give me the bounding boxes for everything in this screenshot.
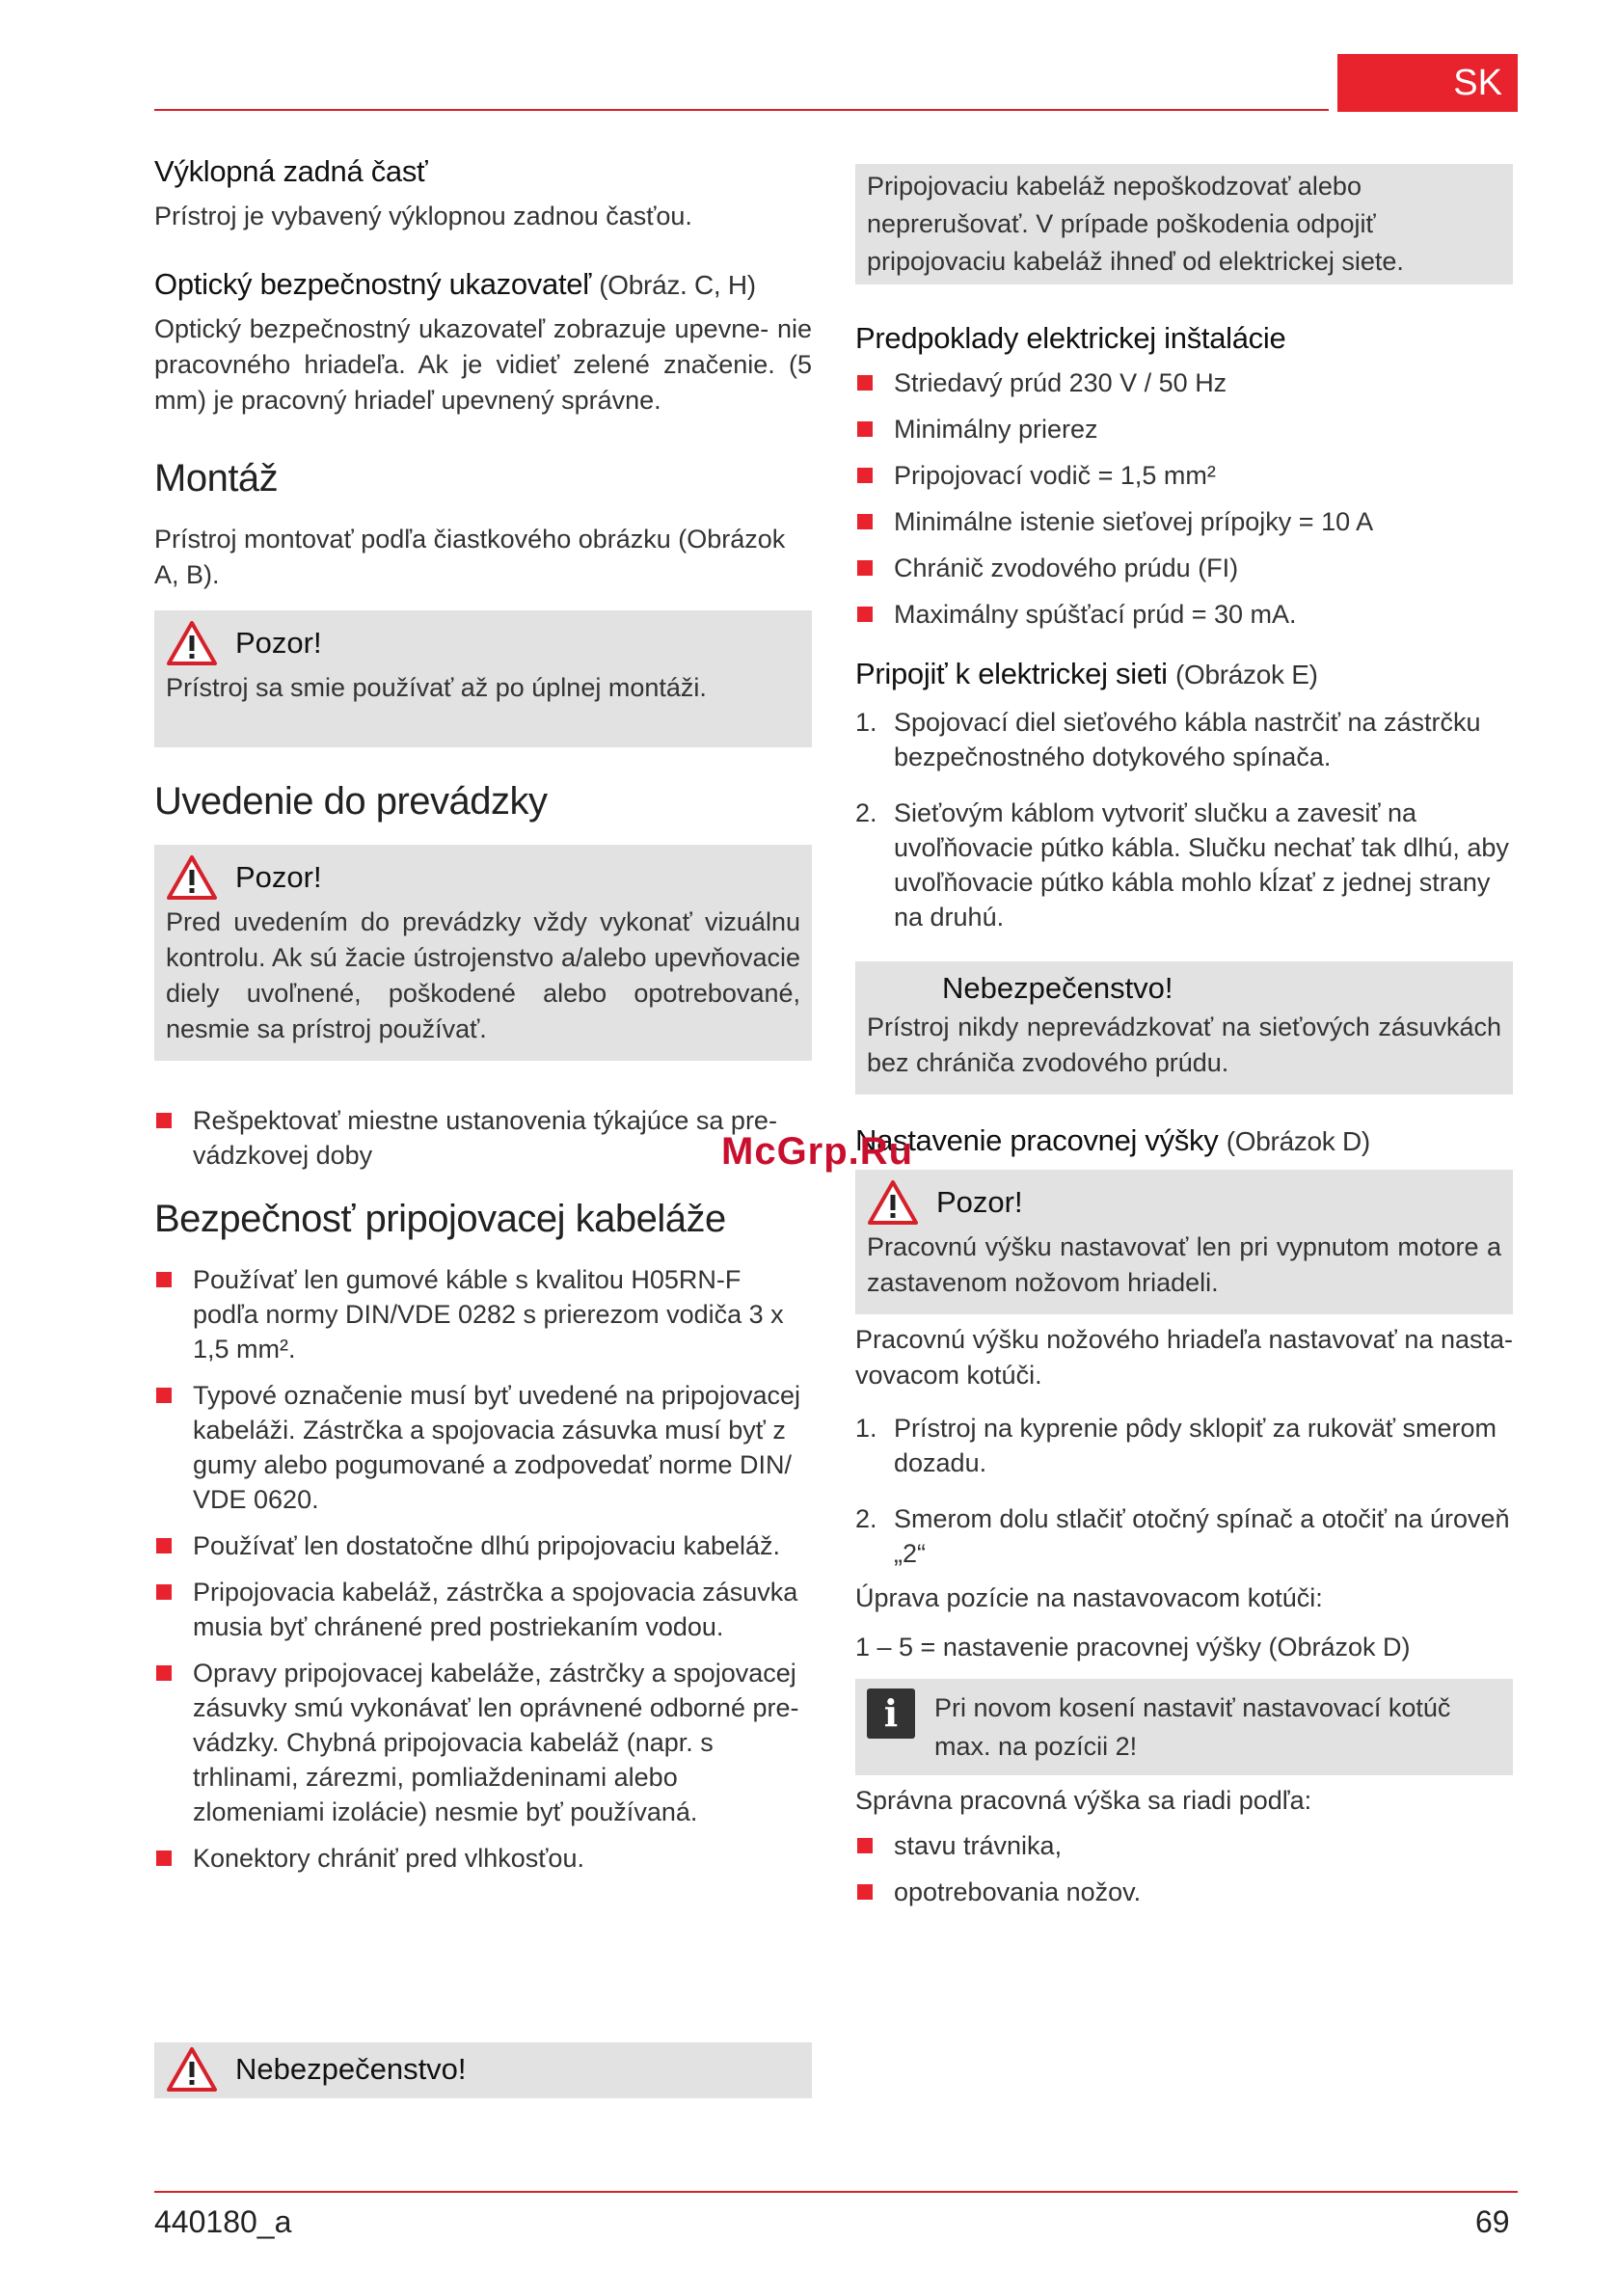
section-vyklopna — [154, 154, 812, 234]
danger-box — [154, 2042, 812, 2098]
bullet-list — [855, 365, 1513, 632]
section-title: Predpoklady elektrickej inštalácie — [855, 321, 1286, 355]
list-item: Pripojovacia kabeláž, zástrčka a spojovacia zásuvka musia byť chránené pred postriekaním vodou. — [154, 1575, 812, 1644]
warning-title: Pozor! — [936, 1185, 1023, 1219]
section-nastavenie — [855, 1123, 1513, 1909]
list-item: Chránič zvodového prúdu (FI) — [855, 551, 1513, 585]
section-text: Optický bezpečnostný ukazovateľ zobrazuje upevne- nie pracovného hriadeľa. Ak je vidieť zelené značenie. (5 mm) je pracovný hriadeľ upevnený správne. — [154, 314, 812, 415]
step-list — [855, 705, 1513, 934]
warning-title: Pozor! — [235, 626, 322, 660]
step-item: 2. Sieťovým káblom vytvoriť slučku a zavesiť na uvoľňovacie pútko kábla. Slučku nechať tak dlhú, aby uvoľňovacie pútko kábla mohlo kĺzať z jednej strany na druhú. — [855, 798, 1509, 932]
footer-rule — [154, 2191, 1518, 2193]
danger-title: Nebezpečenstvo! — [235, 2052, 467, 2086]
range-text: 1 – 5 = nastavenie pracovnej výšky (Obrázok D) — [855, 1633, 1411, 1661]
list-item: Konektory chrániť pred vlhkosťou. — [154, 1841, 812, 1876]
bullet-list — [855, 1828, 1513, 1909]
section-uvedenie — [154, 780, 812, 1173]
list-item: Rešpektovať miestne ustanovenia týkajúce sa pre- vádzkovej doby — [154, 1103, 812, 1173]
info-icon: i — [867, 1688, 915, 1739]
section-pripojit — [855, 657, 1513, 934]
section-title: Nastavenie pracovnej výšky (Obrázok D) — [855, 1123, 1370, 1157]
step-item: 2. Smerom dolu stlačiť otočný spínač a otočiť na úroveň „2“ — [855, 1504, 1510, 1568]
section-text: Prístroj je vybavený výklopnou zadnou časťou. — [154, 202, 692, 230]
warning-box — [855, 1170, 1513, 1314]
language-tab: SK — [1337, 54, 1518, 112]
section-text: Pracovnú výšku nožového hriadeľa nastavovať na nasta- vovacom kotúči. — [855, 1325, 1513, 1390]
warning-title: Pozor! — [235, 860, 322, 894]
warning-box — [154, 610, 812, 747]
correct-height-text: Správna pracovná výška sa riadi podľa: — [855, 1786, 1312, 1815]
list-item: Používať len dostatočne dlhú pripojovaciu kabeláž. — [154, 1528, 812, 1563]
warning-text: Pred uvedením do prevádzky vždy vykonať vizuálnu kontrolu. Ak sú žacie ústrojenstvo a/alebo upevňovacie diely uvoľnené, poškodené alebo opotrebované, nesmie sa prístroj používať. — [166, 907, 800, 1043]
bullet-list — [154, 1262, 812, 1876]
section-heading: Uvedenie do prevádzky — [154, 780, 548, 823]
section-heading: Montáž — [154, 457, 279, 500]
info-box — [855, 1679, 1513, 1775]
document-code: 440180_a — [154, 2204, 292, 2239]
danger-box — [855, 961, 1513, 1094]
section-opticky — [154, 267, 812, 419]
list-item: Opravy pripojovacej kabeláže, zástrčky a spojovacej zásuvky smú vykonávať len oprávnené odborné pre- vádzky. Chybná pripojovacia kabeláž (napr. s trhlinami, zárezmi, pomliaždeninami alebo zlomeniami izolácie) nesmie byť používaná. — [154, 1656, 812, 1829]
header-rule — [154, 109, 1329, 111]
section-montaz — [154, 457, 812, 747]
list-item: Používať len gumové káble s kvalitou H05RN-F podľa normy DIN/VDE 0282 s prierezom vodiča 3 x 1,5 mm². — [154, 1262, 812, 1366]
left-column — [154, 154, 812, 1887]
warning-icon — [166, 620, 218, 666]
page-number: 69 — [1475, 2204, 1510, 2239]
list-item: opotrebovania nožov. — [855, 1875, 1513, 1909]
adjust-text: Úprava pozície na nastavovacom kotúči: — [855, 1583, 1323, 1612]
warning-icon — [166, 2046, 218, 2093]
step-item: 1. Prístroj na kyprenie pôdy sklopiť za rukoväť smerom dozadu. — [855, 1414, 1497, 1477]
section-title: Pripojiť k elektrickej sieti (Obrázok E) — [855, 657, 1318, 690]
section-heading: Bezpečnosť pripojovacej kabeláže — [154, 1198, 726, 1240]
list-item: Typové označenie musí byť uvedené na pripojovacej kabeláži. Zástrčka a spojovacia zásuvka musí byť z gumy alebo pogumované a zodpovedať norme DIN/ VDE 0620. — [154, 1378, 812, 1517]
warning-text: Prístroj sa smie používať až po úplnej montáži. — [166, 673, 707, 702]
list-item: Minimálny prierez — [855, 412, 1513, 446]
list-item: Striedavý prúd 230 V / 50 Hz — [855, 365, 1513, 400]
info-text: Pri novom kosení nastaviť nastavovací kotúč max. na pozícii 2! — [934, 1693, 1451, 1761]
bullet-list — [154, 1103, 812, 1173]
warning-icon — [166, 854, 218, 901]
danger-text: Prístroj nikdy neprevádzkovať na sieťových zásuvkách bez chrániča zvodového prúdu. — [867, 1013, 1501, 1077]
danger-title: Nebezpečenstvo! — [942, 971, 1173, 1005]
section-title: Výklopná zadná časť — [154, 154, 428, 188]
section-bezpecnost — [154, 1198, 812, 1876]
section-title: Optický bezpečnostný ukazovateľ (Obráz. C, H) — [154, 267, 756, 301]
step-list — [855, 1411, 1513, 1571]
section-text: Prístroj montovať podľa čiastkového obrázku (Obrázok A, B). — [154, 525, 786, 589]
list-item: Pripojovací vodič = 1,5 mm² — [855, 458, 1513, 493]
list-item: stavu trávnika, — [855, 1828, 1513, 1863]
warning-text: Pracovnú výšku nastavovať len pri vypnutom motore a zastavenom nožovom hriadeli. — [867, 1232, 1501, 1297]
warning-icon — [867, 1179, 919, 1226]
step-item: 1. Spojovací diel sieťového kábla nastrčiť na zástrčku bezpečnostného dotykového spínača. — [855, 708, 1481, 771]
watermark-logo: McGrp.Ru — [721, 1130, 914, 1173]
note-text: Pripojovaciu kabeláž nepoškodzovať alebo neprerušovať. V prípade poškodenia odpojiť pripojovaciu kabeláž ihneď od elektrickej siete. — [867, 172, 1404, 276]
right-column — [855, 164, 1513, 1921]
warning-box — [154, 845, 812, 1061]
cable-note-box — [855, 164, 1513, 284]
list-item: Maximálny spúšťací prúd = 30 mA. — [855, 597, 1513, 632]
list-item: Minimálne istenie sieťovej prípojky = 10 A — [855, 504, 1513, 539]
section-predpoklady — [855, 321, 1513, 632]
